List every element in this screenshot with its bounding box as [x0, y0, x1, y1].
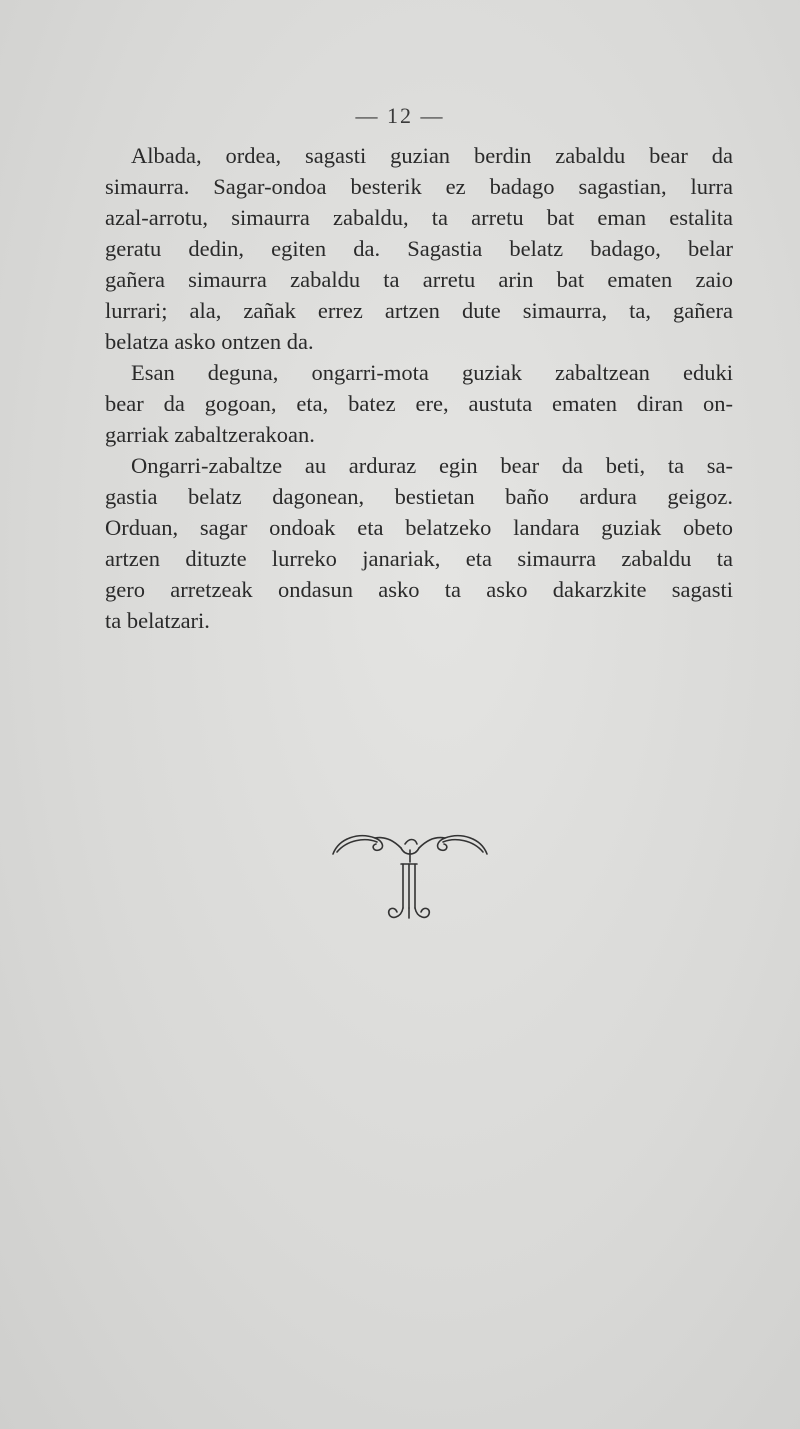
ornament-icon: [325, 828, 495, 928]
text-line: simaurra. Sagar-ondoa besterik ez badago sagastian, lurra: [105, 174, 733, 199]
text-line: Esan deguna, ongarri-mota guziak zabaltzean eduki: [131, 360, 733, 385]
text-line: azal-arrotu, simaurra zabaldu, ta arretu bat eman estalita: [105, 205, 733, 230]
text-line: Ongarri-zabaltze au arduraz egin bear da beti, ta sa-: [131, 453, 733, 478]
body-text: [105, 140, 733, 636]
text-line: gastia belatz dagonean, bestietan baño ardura geigoz.: [105, 484, 733, 509]
paragraph-2: [105, 357, 733, 450]
paragraph-3: [105, 450, 733, 636]
text-line: geratu dedin, egiten da. Sagastia belatz badago, belar: [105, 236, 733, 261]
text-line: bear da gogoan, eta, batez ere, austuta ematen diran on-: [105, 391, 733, 416]
text-line: Orduan, sagar ondoak eta belatzeko landara guziak obeto: [105, 515, 733, 540]
text-line: gero arretzeak ondasun asko ta asko dakarzkite sagasti: [105, 577, 733, 602]
text-line: gañera simaurra zabaldu ta arretu arin bat ematen zaio: [105, 267, 733, 292]
text-line: lurrari; ala, zañak errez artzen dute simaurra, ta, gañera: [105, 298, 733, 323]
text-line: Albada, ordea, sagasti guzian berdin zabaldu bear da: [131, 143, 733, 168]
text-line: garriak zabaltzerakoan.: [105, 422, 315, 447]
text-line: artzen dituzte lurreko janariak, eta simaurra zabaldu ta: [105, 546, 733, 571]
page-number: — 12 —: [355, 103, 445, 128]
paragraph-1: [105, 140, 733, 357]
text-line: belatza asko ontzen da.: [105, 329, 314, 354]
text-line: ta belatzari.: [105, 608, 210, 633]
